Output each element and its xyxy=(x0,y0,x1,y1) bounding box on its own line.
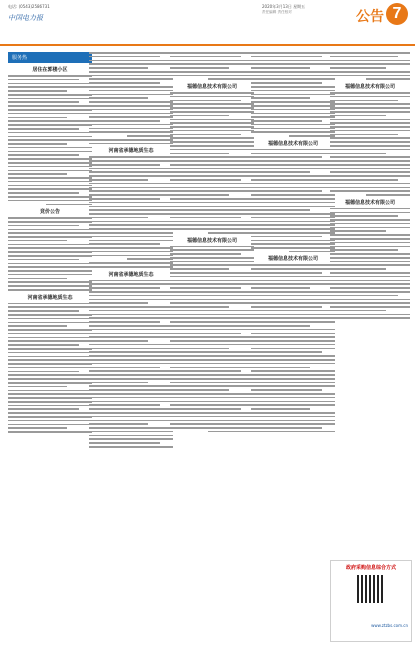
page-number-badge: 7 xyxy=(386,3,408,25)
column-2 xyxy=(89,52,173,450)
column-3 xyxy=(170,52,254,435)
section-heading: 服务热 xyxy=(8,52,92,63)
article-title: 福德信息技术有限公司 xyxy=(267,256,318,263)
column-4 xyxy=(251,52,335,435)
newspaper-logo: 中国电力报 xyxy=(8,14,43,22)
article-title: 河南省承德地质生态 xyxy=(108,271,154,278)
column-5 xyxy=(330,52,410,321)
column-1 xyxy=(8,52,92,435)
article-title: 河南省承德地质生态 xyxy=(27,294,73,301)
page-header xyxy=(0,0,415,46)
ad-url: www.ztzbs.com.cn xyxy=(371,623,408,628)
section-title: 公告 xyxy=(356,9,384,25)
advertisement-box xyxy=(330,560,412,642)
ad-title: 政府采购信息综合方式 xyxy=(345,565,396,571)
article-title: 福德信息技术有限公司 xyxy=(186,84,237,91)
article-title: 福德信息技术有限公司 xyxy=(267,140,318,147)
article-title: 福德信息技术有限公司 xyxy=(186,237,237,244)
header-meta: 电话: (0543)2586731 xyxy=(8,4,50,9)
article-title: 福德信息技术有限公司 xyxy=(344,199,395,206)
article-title: 河南省承德地质生态 xyxy=(108,148,154,155)
qr-code-icon xyxy=(357,575,385,603)
article-title: 居住在郭楼小区 xyxy=(32,67,68,73)
article-title: 竞价公告 xyxy=(39,209,60,216)
issue-date: 2020年3月13日 星期五 xyxy=(262,4,306,9)
editor-line: 责任编辑 责任校对 xyxy=(262,10,292,14)
article-title: 福德信息技术有限公司 xyxy=(344,84,395,91)
